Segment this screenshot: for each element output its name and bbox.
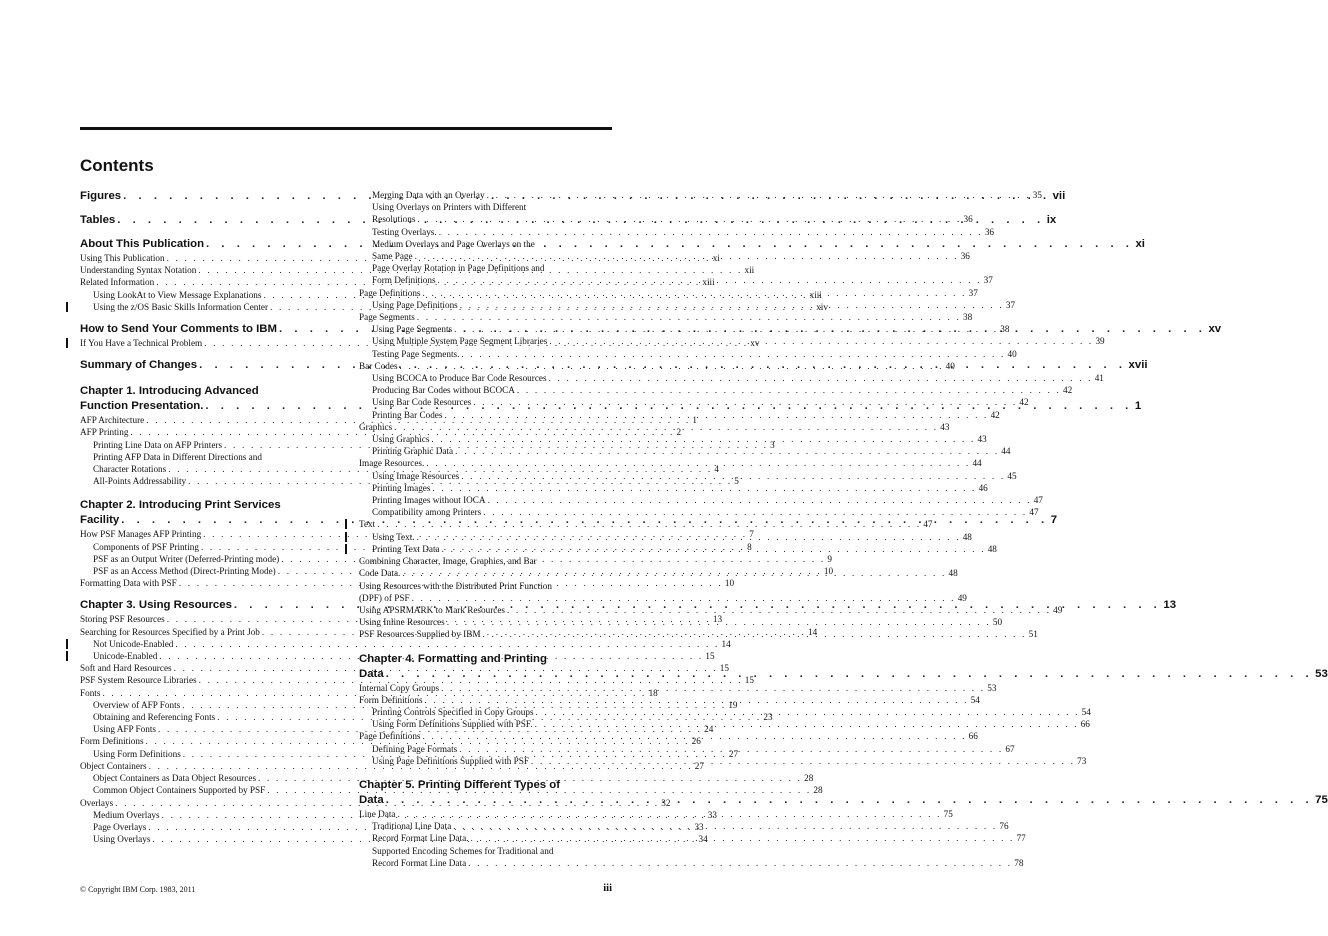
toc-page-number: 54 xyxy=(970,694,980,705)
toc-entry-title: Chapter 3. Using Resources xyxy=(80,599,232,612)
toc-page-number: 28 xyxy=(804,773,814,784)
dot-leader xyxy=(460,299,1004,311)
toc-entry[interactable] xyxy=(80,451,333,463)
toc-entry[interactable] xyxy=(359,262,612,274)
top-rule xyxy=(80,127,612,130)
toc-entry-title: Tables xyxy=(80,214,116,226)
dot-leader xyxy=(483,506,1027,518)
toc-page-number: 8 xyxy=(747,541,752,552)
change-bar xyxy=(345,544,347,554)
dot-leader xyxy=(470,832,1014,844)
toc-entry-title: Chapter 5. Printing Different Types of xyxy=(359,778,561,791)
toc-entry-title: Understanding Syntax Notation xyxy=(80,265,197,276)
toc-page-number: 37 xyxy=(968,287,978,298)
dot-leader xyxy=(417,213,961,225)
toc-page-number: xv xyxy=(1208,323,1222,336)
toc-entry-title: Using Overlays on Printers with Different xyxy=(372,202,527,213)
toc-entry-title: Page Definitions xyxy=(359,731,421,742)
toc-entry-title: Related Information xyxy=(80,277,155,288)
toc-entry-title: Searching for Resources Specified by a Print Job xyxy=(80,626,260,637)
toc-entry-title: Printing Graphic Data xyxy=(372,446,454,457)
toc-entry-title: All-Points Addressability xyxy=(93,476,187,487)
toc-entry-title: Supported Encoding Schemes for Traditional and xyxy=(372,845,554,856)
dot-leader xyxy=(425,694,969,706)
toc-page-number: 35 xyxy=(1032,190,1042,200)
dot-leader xyxy=(441,682,985,694)
dot-leader xyxy=(432,482,976,494)
toc-entry[interactable] xyxy=(359,396,1029,408)
dot-leader xyxy=(417,531,961,543)
toc-page-number: 36 xyxy=(963,214,973,225)
toc-entry-title: Fonts xyxy=(80,687,101,698)
toc-entry-title: Summary of Changes xyxy=(80,359,198,372)
toc-entry-title: Using Inline Resources xyxy=(359,617,445,628)
toc-page-number: 49 xyxy=(957,592,967,603)
toc-entry[interactable] xyxy=(359,189,1042,201)
toc-page-number: 37 xyxy=(1005,299,1016,310)
page-title: Contents xyxy=(80,156,154,175)
toc-entry-title: Using Form Definitions xyxy=(93,748,181,759)
dot-leader xyxy=(439,226,983,238)
toc-entry-title: Internal Copy Groups xyxy=(359,682,440,693)
toc-entry-title: Page Overlays xyxy=(93,821,147,832)
toc-page-number: 32 xyxy=(661,797,671,808)
toc-entry-title: Resolutions xyxy=(372,214,416,225)
toc-page-number: 73 xyxy=(1077,755,1087,766)
toc-entry-title: Form Definitions xyxy=(80,736,144,747)
dot-leader xyxy=(402,567,946,579)
toc-entry-title: Using the z/OS Basic Skills Information Center xyxy=(93,301,269,312)
toc-entry-title: Defining Page Formats xyxy=(372,743,458,754)
toc-page-number: 51 xyxy=(1028,629,1038,640)
dot-leader xyxy=(426,457,970,469)
toc-entry-title: Page Definitions xyxy=(359,287,421,298)
dot-leader xyxy=(400,360,944,372)
toc-page-number: 19 xyxy=(728,699,738,710)
toc-page-number: 13 xyxy=(712,614,723,625)
toc-entry-title: Traditional Line Data xyxy=(372,821,452,832)
change-bar xyxy=(66,651,68,661)
toc-entry-title: Facility xyxy=(80,514,120,527)
toc-page-number: 7 xyxy=(1050,514,1058,527)
toc-entry-title: Testing Overlays. xyxy=(372,226,437,237)
dot-leader xyxy=(447,616,991,628)
dot-leader xyxy=(549,372,1093,384)
toc-entry[interactable] xyxy=(359,778,612,793)
toc-page-number: 27 xyxy=(728,748,739,759)
toc-entry-title: If You Have a Technical Problem xyxy=(80,338,203,349)
toc-entry-title: Components of PSF Printing xyxy=(93,541,199,552)
toc-entry[interactable] xyxy=(359,348,1017,360)
toc-entry[interactable] xyxy=(359,652,612,667)
toc-entry[interactable] xyxy=(80,772,814,784)
toc-entry-title: Function Presentation. xyxy=(80,400,204,413)
toc-entry[interactable] xyxy=(359,360,955,372)
toc-entry[interactable] xyxy=(359,604,1063,616)
dot-leader xyxy=(397,808,941,820)
toc-entry-title: Compatibility among Printers xyxy=(372,507,482,518)
toc-entry-title: Printing Images xyxy=(372,482,431,493)
toc-page-number: 47 xyxy=(923,519,933,530)
toc-page-number: 1 xyxy=(1134,400,1142,413)
toc-entry[interactable] xyxy=(80,498,333,513)
toc-entry[interactable] xyxy=(359,213,973,225)
toc-entry[interactable] xyxy=(359,384,1073,396)
dot-leader xyxy=(459,743,1003,755)
toc-entry-title: Printing Images without IOCA xyxy=(372,495,486,506)
dot-leader xyxy=(461,470,1005,482)
toc-entry[interactable] xyxy=(359,311,973,323)
toc-page-number: 5 xyxy=(734,476,739,487)
toc-entry-title: How to Send Your Comments to IBM xyxy=(80,323,278,336)
toc-entry[interactable] xyxy=(359,445,1011,457)
toc-entry-title: Form Definitions xyxy=(359,694,423,705)
dot-leader xyxy=(517,384,1061,396)
toc-entry-title: Using LookAt to View Message Explanations xyxy=(93,289,262,300)
toc-entry-title: About This Publication xyxy=(80,238,205,250)
toc-page-number: 75 xyxy=(1315,793,1328,806)
toc-page-number: 15 xyxy=(705,651,715,662)
toc-entry-title: Using Text. xyxy=(372,531,415,542)
dot-leader xyxy=(412,592,956,604)
toc-page-number: 33 xyxy=(707,809,717,820)
copyright-notice: © Copyright IBM Corp. 1983, 2011 xyxy=(80,885,196,894)
toc-entry-title: How PSF Manages AFP Printing xyxy=(80,529,202,540)
toc-entry[interactable] xyxy=(359,518,933,530)
toc-entry[interactable] xyxy=(359,238,612,250)
toc-entry-title: (DPF) of PSF xyxy=(359,592,410,603)
dot-leader xyxy=(536,706,1080,718)
toc-page-number: 38 xyxy=(1000,324,1010,335)
toc-page-number: 23 xyxy=(763,712,773,723)
toc-entry[interactable] xyxy=(359,457,982,469)
toc-entry-title: Figures xyxy=(80,190,122,202)
toc-entry-title: Soft and Hard Resources xyxy=(80,663,172,674)
toc-entry-title: Page Overlay Rotation in Page Definitions and xyxy=(372,263,545,274)
toc-page-number: 14 xyxy=(721,638,731,649)
toc-entry[interactable] xyxy=(359,470,1017,482)
toc-entry-title: Record Format Line Data xyxy=(372,857,467,868)
dot-leader xyxy=(461,348,1005,360)
toc-entry-title: Producing Bar Codes without BCOCA xyxy=(372,385,515,396)
toc-entry-title: Medium Overlays xyxy=(93,809,160,820)
toc-entry-title: Overview of AFP Fonts xyxy=(93,699,181,710)
toc-page-number: 75 xyxy=(943,808,953,819)
dot-leader xyxy=(386,793,1313,808)
toc-entry[interactable] xyxy=(359,580,612,592)
toc-entry-title: Unicode-Enabled xyxy=(93,651,158,662)
toc-entry-title: PSF as an Output Writer (Deferred-Printing mode) xyxy=(93,553,280,564)
dot-leader xyxy=(394,421,938,433)
toc-page-number: 66 xyxy=(1080,719,1090,730)
toc-entry[interactable] xyxy=(359,592,967,604)
toc-page-number: 41 xyxy=(1094,373,1104,384)
toc-entry-title: Using AFP Fonts xyxy=(93,724,156,735)
toc-entry-title: Chapter 2. Introducing Print Services xyxy=(80,499,281,512)
toc-entry[interactable] xyxy=(359,433,987,445)
toc-page-number: 46 xyxy=(978,482,988,493)
toc-entry-title: Using Image Resources xyxy=(372,470,460,481)
toc-entry-title: Using Bar Code Resources xyxy=(372,397,472,408)
toc-page-number: 43 xyxy=(977,434,987,445)
toc-page-number: 48 xyxy=(987,543,997,554)
toc-page-number: vii xyxy=(1052,190,1066,202)
toc-entry-title: Graphics xyxy=(359,421,393,432)
toc-page-number: 15 xyxy=(744,675,754,686)
toc-entry-title: Not Unicode-Enabled xyxy=(93,638,174,649)
dot-leader xyxy=(423,730,967,742)
toc-page-number: 47 xyxy=(1033,495,1043,506)
toc-page-number: 34 xyxy=(698,834,708,845)
toc-page-number: 39 xyxy=(1095,336,1105,347)
toc-entry-title: AFP Printing xyxy=(80,427,129,438)
toc-page-number: 76 xyxy=(999,821,1009,832)
toc-page-number: 49 xyxy=(1053,604,1063,615)
toc-page-number: 48 xyxy=(948,568,958,579)
dot-leader xyxy=(468,857,1012,869)
toc-entry-title: Using Resources with the Distributed Print Function xyxy=(359,580,552,591)
dot-leader xyxy=(455,445,999,457)
toc-entry-title: Code Data. xyxy=(359,568,401,579)
toc-entry-title: AFP Architecture xyxy=(80,415,145,426)
toc-entry-title: Using BCOCA to Produce Bar Code Resources xyxy=(372,373,547,384)
toc-page-number: 36 xyxy=(984,226,994,237)
toc-page-number: 36 xyxy=(960,251,970,262)
toc-page-number: 7 xyxy=(749,529,754,540)
toc-page-number: 47 xyxy=(1029,507,1039,518)
toc-entry-title: Printing Controls Specified in Copy Groups xyxy=(372,706,534,717)
toc-entry-title: Formatting Data with PSF xyxy=(80,578,177,589)
toc-entry[interactable] xyxy=(359,372,1104,384)
toc-page-number: 13 xyxy=(1163,599,1177,612)
dot-leader xyxy=(549,335,1093,347)
toc-page-number: 66 xyxy=(968,731,978,742)
toc-entry-title: Using Page Definitions xyxy=(372,299,458,310)
change-bar xyxy=(345,519,347,529)
toc-entry-title: PSF Resources Supplied by IBM xyxy=(359,629,481,640)
toc-entry-title: Line Data xyxy=(359,808,396,819)
dot-leader xyxy=(507,604,1051,616)
toc-entry-title: Testing Page Segments. xyxy=(372,348,460,359)
dot-leader xyxy=(483,628,1027,640)
toc-entry-title: Using Overlays xyxy=(93,834,151,845)
toc-page-number: 44 xyxy=(1001,446,1011,457)
dot-leader xyxy=(531,755,1075,767)
toc-entry[interactable] xyxy=(359,201,612,213)
toc-entry-title: Data xyxy=(359,793,384,806)
toc-page-number: 42 xyxy=(1063,385,1073,396)
toc-entry[interactable] xyxy=(359,409,1000,421)
toc-page-number: 50 xyxy=(992,617,1003,628)
toc-page-number: 33 xyxy=(694,821,704,832)
toc-page-number: ix xyxy=(1046,214,1057,226)
toc-page-number: 26 xyxy=(691,736,701,747)
toc-page-number: 9 xyxy=(827,553,832,564)
toc-entry-title: Printing Line Data on AFP Printers xyxy=(93,439,223,450)
toc-page-number: 37 xyxy=(983,275,993,286)
toc-entry-title: Combining Character, Image, Graphics, and Bar xyxy=(359,556,537,567)
toc-entry-title: Printing Bar Codes xyxy=(372,409,443,420)
toc-entry[interactable] xyxy=(359,531,972,543)
toc-entry-title: Using Multiple System Page Segment Libraries xyxy=(372,336,548,347)
toc-entry-title: Character Rotations xyxy=(93,464,167,475)
dot-leader xyxy=(415,250,959,262)
toc-page-number: 4 xyxy=(714,464,719,475)
toc-page-number: 10 xyxy=(823,566,834,577)
dot-leader xyxy=(487,189,1031,201)
toc-entry-title: Image Resources. xyxy=(359,458,425,469)
toc-page-number: 67 xyxy=(1005,743,1015,754)
dot-leader xyxy=(454,323,998,335)
change-bar xyxy=(66,639,68,649)
toc-page-number: 78 xyxy=(1014,857,1024,868)
toc-page-number: 48 xyxy=(962,531,972,542)
change-bar xyxy=(66,302,68,312)
toc-page-number: xiii xyxy=(702,277,715,288)
toc-entry-title: Text xyxy=(359,519,376,530)
toc-page-number: xvii xyxy=(1128,359,1148,372)
toc-page-number: 27 xyxy=(694,760,704,771)
toc-entry-title: Object Containers xyxy=(80,760,147,771)
toc-entry-title: PSF as an Access Method (Direct-Printing Mode) xyxy=(93,566,276,577)
dot-leader xyxy=(473,396,1017,408)
dot-leader xyxy=(442,543,986,555)
toc-entry-title: Printing AFP Data in Different Directions and xyxy=(93,451,262,462)
toc-entry[interactable] xyxy=(80,638,731,650)
toc-page-number: xiv xyxy=(816,301,828,312)
toc-entry-title: Medium Overlays and Page Overlays on the xyxy=(372,238,535,249)
toc-entry[interactable] xyxy=(359,845,612,857)
toc-page-number: xi xyxy=(712,253,720,263)
toc-page-number: 1 xyxy=(692,415,697,426)
dot-leader xyxy=(444,409,988,421)
toc-page-number: 15 xyxy=(719,663,729,674)
toc-entry-title: Using Form Definitions Supplied with PSF. xyxy=(372,719,533,730)
toc-entry-title: Storing PSF Resources xyxy=(80,614,165,625)
toc-page-number: 77 xyxy=(1016,833,1026,844)
toc-page-number: 40 xyxy=(1007,348,1017,359)
toc-page-number: 53 xyxy=(1315,667,1328,680)
toc-page-number: 53 xyxy=(987,682,997,693)
toc-page-number: 10 xyxy=(724,578,735,589)
dot-leader xyxy=(386,667,1313,682)
toc-page-number: 18 xyxy=(648,687,658,698)
toc-entry[interactable] xyxy=(80,384,333,399)
toc-entry-title: Overlays xyxy=(80,797,114,808)
toc-entry[interactable] xyxy=(359,494,1043,506)
dot-leader xyxy=(438,274,982,286)
toc-page-number: 42 xyxy=(1019,397,1029,408)
change-bar xyxy=(345,532,347,542)
toc-entry[interactable] xyxy=(359,323,1010,335)
toc-entry-title: Using This Publication xyxy=(80,253,165,263)
dot-leader xyxy=(535,718,1079,730)
toc-entry[interactable] xyxy=(80,674,754,686)
toc-page-number: 28 xyxy=(813,785,823,796)
toc-entry-title: Printing Text Data xyxy=(372,543,440,554)
toc-entry-title: Bar Codes xyxy=(359,360,398,371)
toc-entry-title: Obtaining and Referencing Fonts xyxy=(93,712,216,723)
toc-page-number: 38 xyxy=(963,312,973,323)
toc-page-number: xv xyxy=(750,338,760,349)
toc-page-number: 43 xyxy=(940,421,950,432)
toc-entry-title: Chapter 1. Introducing Advanced xyxy=(80,385,259,398)
dot-leader xyxy=(431,433,975,445)
toc-entry[interactable] xyxy=(359,421,950,433)
toc-page-number: 54 xyxy=(1081,706,1091,717)
toc-page-number: xi xyxy=(1135,238,1145,250)
toc-page-number: xii xyxy=(744,265,755,276)
toc-entry-title: Object Containers as Data Object Resources xyxy=(93,773,257,784)
toc-page-number: xiii xyxy=(809,289,822,300)
dot-leader xyxy=(488,494,1032,506)
toc-entry[interactable] xyxy=(359,543,997,555)
toc-entry[interactable] xyxy=(359,857,1024,869)
dot-leader xyxy=(423,287,967,299)
toc-entry[interactable] xyxy=(359,506,1039,518)
toc-entry-title: Using Graphics xyxy=(372,434,430,445)
toc-page-number: 2 xyxy=(676,427,682,438)
toc-entry[interactable] xyxy=(359,482,988,494)
toc-page-number: 24 xyxy=(704,724,714,735)
toc-entry[interactable] xyxy=(359,555,612,567)
toc-entry-title: Using APSRMARK to Mark Resources xyxy=(359,604,505,615)
toc-entry-title: Using Page Definitions Supplied with PSF xyxy=(372,755,529,766)
toc-entry-title: Same Page xyxy=(372,251,413,262)
toc-page-number: 45 xyxy=(1007,470,1017,481)
toc-entry-title: Using Page Segments xyxy=(372,324,453,335)
toc-entry-title: Record Format Line Data. xyxy=(372,833,469,844)
page-number: iii xyxy=(603,883,612,894)
toc-entry[interactable] xyxy=(359,226,994,238)
toc-entry-title: Data xyxy=(359,667,384,680)
dot-leader xyxy=(453,820,997,832)
toc-page-number: 14 xyxy=(808,626,818,637)
toc-page-number: 40 xyxy=(945,360,955,371)
toc-page-number: 44 xyxy=(972,458,982,469)
toc-entry-title: Form Definitions xyxy=(372,275,436,286)
toc-entry-title: Chapter 4. Formatting and Printing xyxy=(359,652,547,665)
toc-entry-title: Page Segments xyxy=(359,312,415,323)
toc-entry-title: PSF System Resource Libraries xyxy=(80,675,197,686)
toc-entry-title: Common Object Containers Supported by PSF xyxy=(93,785,266,796)
toc-page-number: 3 xyxy=(770,439,775,450)
toc-entry-title: Merging Data with an Overlay xyxy=(372,190,485,200)
dot-leader xyxy=(377,518,921,530)
dot-leader xyxy=(417,311,961,323)
toc-page-number: 42 xyxy=(990,409,1000,420)
change-bar xyxy=(66,338,68,348)
